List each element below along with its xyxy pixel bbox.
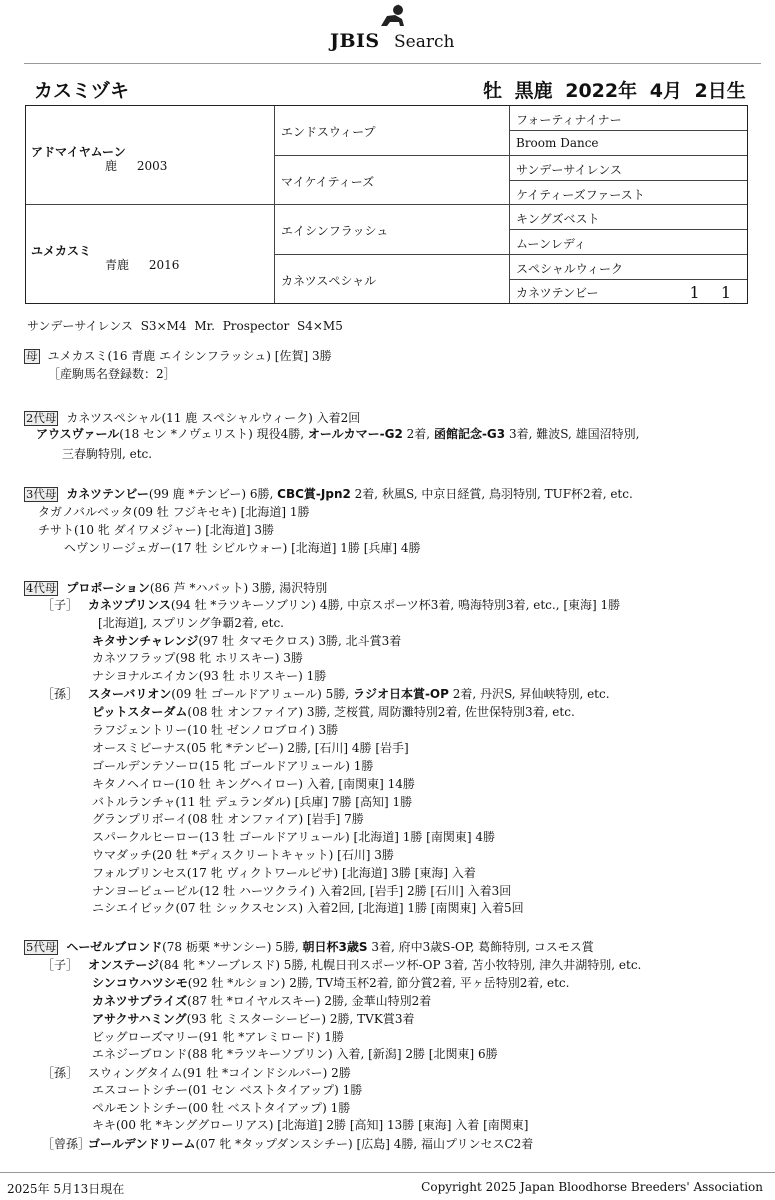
relation-label: ［子］ xyxy=(42,598,79,612)
horse-link[interactable]: ゴールデンドリーム xyxy=(88,1137,196,1151)
pedigree-g2-name: エイシンフラッシュ xyxy=(281,224,389,238)
family-line xyxy=(48,367,176,381)
generation-badge: 5代母 xyxy=(26,940,57,954)
horse-link[interactable]: 函館記念-G3 xyxy=(433,427,506,441)
inbreeding-summary: サンデーサイレンス S3×M4 Mr. Prospector S4×M5 xyxy=(27,319,343,333)
pedigree-g3-name: フォーティナイナー xyxy=(516,113,622,127)
pedigree-g3-name: ケイティーズファースト xyxy=(516,188,645,202)
record-text: (97 牡 タマモクロス) 3勝, 北斗賞3着 xyxy=(198,634,402,648)
horse-link[interactable]: キタサンチャレンジ xyxy=(92,634,199,648)
horse-link[interactable]: シンコウハツシモ xyxy=(92,976,188,990)
pedigree-g2-cell[interactable] xyxy=(275,156,510,205)
family-line xyxy=(42,687,610,701)
record-text: 三春駒特別, etc. xyxy=(62,447,153,461)
record-text: タガノバルベッタ(09 牡 フジキセキ) [北海道] 1勝 xyxy=(38,505,310,519)
pedigree-g2-cell[interactable] xyxy=(275,205,510,255)
record-text: ユメカスミ(16 青鹿 エイシンフラッシュ) [佐賀] 3勝 xyxy=(47,349,332,363)
generation-badge: 3代母 xyxy=(26,487,57,501)
sire-name: アドマイヤムーン xyxy=(31,145,126,159)
pedigree-g3-cell[interactable] xyxy=(510,106,747,131)
record-text: フォルプリンセス(17 牝 ヴィクトワールピサ) [北海道] 3勝 [東海] 入着 xyxy=(92,866,476,880)
record-text: ラフジェントリー(10 牡 ゼンノロブロイ) 3勝 xyxy=(92,723,339,737)
family-line xyxy=(92,669,326,683)
family-line xyxy=(92,1101,350,1115)
family-line xyxy=(24,411,360,426)
record-text: ニシエイビック(07 牡 シックスセンス) 入着2回, [北海道] 1勝 [南関東] 入着5回 xyxy=(92,901,524,915)
horse-link[interactable]: アウスヴァール xyxy=(36,427,120,441)
record-text: (08 牡 オンファイア) 3勝, 芝桜賞, 周防灘特別2着, 佐世保特別3着, etc. xyxy=(187,705,575,719)
horse-link[interactable]: ラジオ日本賞-OP xyxy=(352,687,449,701)
record-text: ナンヨービューピル(12 牡 ハーツクライ) 入着2回, [岩手] 2勝 [石川] 入着3回 xyxy=(92,884,512,898)
pedigree-sire[interactable] xyxy=(26,106,275,205)
record-text: グランプリボーイ(08 牡 オンファイア) [岩手] 7勝 xyxy=(92,812,364,826)
pedigree-g2-name: マイケイティーズ xyxy=(281,175,375,189)
inbreeding-number: 1 1 xyxy=(689,283,739,302)
family-line xyxy=(92,705,575,719)
logo-jbis-text: JBIS xyxy=(330,30,380,52)
family-line xyxy=(36,427,639,441)
record-text: キタノヘイロー(10 牡 キングヘイロー) 入着, [南関東] 14勝 xyxy=(92,777,415,791)
pedigree-g3-name: Broom Dance xyxy=(516,136,599,150)
family-line xyxy=(42,598,620,612)
record-text: オースミビーナス(05 牝 *テンビー) 2勝, [石川] 4勝 [岩手] xyxy=(92,741,409,755)
record-text: (99 鹿 *テンビー) 6勝, xyxy=(148,487,278,501)
pedigree-g3-name: サンデーサイレンス xyxy=(516,163,622,177)
horse-birth-info: 牡 黒鹿 2022年 4月 2日生 xyxy=(483,80,746,102)
relation-label: ［曾孫］ xyxy=(42,1137,91,1151)
record-text: エスコートシチー(01 セン ベストタイアップ) 1勝 xyxy=(92,1083,363,1097)
record-text: スパークルヒーロー(13 牡 ゴールドアリュール) [北海道] 1勝 [南関東] 4勝 xyxy=(92,830,495,844)
family-line xyxy=(92,1012,414,1026)
pedigree-g2-name: エンドスウィープ xyxy=(281,125,376,139)
pedigree-g3-name: スペシャルウィーク xyxy=(516,262,624,276)
record-text: 2着, 丹沢S, 昇仙峡特別, etc. xyxy=(448,687,610,701)
family-line xyxy=(92,901,524,915)
family-line xyxy=(42,1066,351,1080)
footer-copyright: Copyright 2025 Japan Bloodhorse Breeders' Association xyxy=(421,1180,763,1194)
sire-detail: 鹿 2003 xyxy=(105,159,168,173)
family-line xyxy=(92,634,401,648)
family-line xyxy=(92,1047,498,1061)
family-line xyxy=(24,940,594,955)
record-text: (94 牡 *ラツキーソブリン) 4勝, 中京スポーツ杯3着, 鳴海特別3着, etc., [東海] 1勝 xyxy=(170,598,621,612)
record-text: ゴールデンテソーロ(15 牝 ゴールドアリュール) 1勝 xyxy=(92,759,374,773)
family-line xyxy=(92,651,303,665)
pedigree-g3-cell[interactable] xyxy=(510,181,747,205)
record-text: バトルランチャ(11 牡 デュランダル) [兵庫] 7勝 [高知] 1勝 xyxy=(92,795,413,809)
generation-badge: 4代母 xyxy=(26,581,57,595)
footer-divider xyxy=(0,1172,775,1173)
record-text: (09 牡 ゴールドアリュール) 5勝, xyxy=(171,687,353,701)
pedigree-g3-name: ムーンレディ xyxy=(516,237,586,251)
record-text: スウィングタイム(91 牡 *コインドシルバー) 2勝 xyxy=(88,1066,351,1080)
family-line xyxy=(92,1118,528,1132)
horse-link[interactable]: CBC賞-Jpn2 xyxy=(277,487,351,501)
dam-name: ユメカスミ xyxy=(31,244,92,258)
record-text: チサト(10 牝 ダイワメジャー) [北海道] 3勝 xyxy=(38,523,275,537)
family-line xyxy=(92,830,495,844)
family-line xyxy=(92,1083,362,1097)
record-text: (87 牡 *ロイヤルスキー) 2勝, 金華山特別2着 xyxy=(187,994,432,1008)
header-divider xyxy=(24,63,761,64)
record-text: 3着, 難波S, 雄国沼特別, xyxy=(505,427,640,441)
pedigree-g3-cell[interactable] xyxy=(510,230,747,255)
record-text: (93 牝 ミスターシービー) 2勝, TVK賞3着 xyxy=(186,1012,415,1026)
pedigree-g3-cell[interactable] xyxy=(510,131,747,156)
record-text: 2着, xyxy=(402,427,434,441)
horse-link[interactable]: プロポーション xyxy=(66,581,150,595)
pedigree-g3-cell[interactable] xyxy=(510,280,747,303)
family-line xyxy=(42,1137,533,1151)
family-line xyxy=(64,541,421,555)
horse-link[interactable]: カネツテンビー xyxy=(66,487,149,501)
record-text: カネツスペシャル(11 鹿 スペシャルウィーク) 入着2回 xyxy=(66,411,361,425)
horse-link[interactable]: オールカマー-G2 xyxy=(307,427,403,441)
record-text: ビッグローズマリー(91 牝 *アレミロード) 1勝 xyxy=(92,1030,344,1044)
family-line xyxy=(98,616,284,630)
family-line xyxy=(24,487,633,502)
family-line xyxy=(92,848,394,862)
family-line xyxy=(24,581,327,596)
record-text: (07 牝 *タップダンスシチー) [広島] 4勝, 福山プリンセスC2着 xyxy=(195,1137,534,1151)
pedigree-g2-cell[interactable] xyxy=(275,255,510,303)
record-text: ヘヴンリージェガー(17 牡 シビルウォー) [北海道] 1勝 [兵庫] 4勝 xyxy=(64,541,421,555)
record-text: (86 芦 *ハバット) 3勝, 湯沢特別 xyxy=(149,581,328,595)
horse-link[interactable]: スターバリオン xyxy=(88,687,172,701)
pedigree-dam[interactable] xyxy=(26,205,275,303)
horse-link[interactable]: カネツプリンス xyxy=(88,598,171,612)
family-line xyxy=(38,505,309,519)
record-text: 3着, 府中3歳S-OP, 葛飾特別, コスモス賞 xyxy=(367,940,594,954)
record-text: (92 牡 *ルション) 2勝, TV埼玉杯2着, 節分賞2着, 平ヶ岳特別2着, etc. xyxy=(187,976,570,990)
family-line xyxy=(92,812,364,826)
horse-rider-icon xyxy=(378,4,408,30)
pedigree-g3-name: カネツテンビー xyxy=(516,286,599,300)
record-text: [北海道], スプリング争覇2着, etc. xyxy=(98,616,284,630)
family-line xyxy=(92,795,412,809)
horse-link[interactable]: 朝日杯3歳S xyxy=(302,940,368,954)
family-line xyxy=(24,349,332,364)
pedigree-table xyxy=(25,105,748,304)
footer-date: 2025年 5月13日現在 xyxy=(7,1182,125,1196)
family-line xyxy=(92,741,409,755)
family-line xyxy=(92,866,476,880)
family-line xyxy=(62,447,152,461)
family-line xyxy=(38,523,274,537)
record-text: 2着, 秋風S, 中京日経賞, 鳥羽特別, TUF杯2着, etc. xyxy=(350,487,633,501)
horse-name: カスミヅキ xyxy=(34,80,130,102)
pedigree-g3-cell[interactable] xyxy=(510,205,747,230)
horse-link[interactable]: オンステージ xyxy=(88,958,160,972)
relation-label: ［孫］ xyxy=(42,687,79,701)
dam-detail: 青鹿 2016 xyxy=(105,258,180,272)
record-text: ペルモントシチー(00 牡 ベストタイアップ) 1勝 xyxy=(92,1101,351,1115)
pedigree-g3-cell[interactable] xyxy=(510,156,747,181)
family-line xyxy=(92,1030,344,1044)
family-line xyxy=(92,723,338,737)
family-line xyxy=(92,777,415,791)
family-line xyxy=(92,976,569,990)
pedigree-g3-cell[interactable] xyxy=(510,255,747,280)
pedigree-g2-name: カネツスペシャル xyxy=(281,274,377,288)
family-line xyxy=(92,884,511,898)
record-text: ［産駒馬名登録数：2］ xyxy=(48,367,176,381)
jbis-search-logo[interactable] xyxy=(322,4,462,54)
pedigree-g2-cell[interactable] xyxy=(275,106,510,156)
record-text: ウマダッチ(20 牡 *ディスクリートキャット) [石川] 3勝 xyxy=(92,848,394,862)
horse-link[interactable]: ピットスターダム xyxy=(92,705,188,719)
record-text: (78 栃栗 *サンシー) 5勝, xyxy=(162,940,303,954)
horse-link[interactable]: アサクサハミング xyxy=(92,1012,187,1026)
family-line xyxy=(42,958,641,972)
relation-label: ［孫］ xyxy=(42,1066,79,1080)
horse-link[interactable]: カネツサプライズ xyxy=(92,994,188,1008)
record-text: ナシヨナルエイカン(93 牡 ホリスキー) 1勝 xyxy=(92,669,327,683)
record-text: カネツフラップ(98 牝 ホリスキー) 3勝 xyxy=(92,651,303,665)
generation-badge: 2代母 xyxy=(26,411,57,425)
record-text: (18 セン *ノヴェリスト) 現役4勝, xyxy=(119,427,308,441)
logo-search-text: Search xyxy=(394,32,455,52)
family-line xyxy=(92,759,373,773)
horse-link[interactable]: ヘーゼルブロンド xyxy=(66,940,163,954)
generation-badge: 母 xyxy=(26,349,38,363)
record-text: キキ(00 牝 *キンググローリアス) [北海道] 2勝 [高知] 13勝 [東海] 入着 [南関東] xyxy=(92,1118,529,1132)
family-line xyxy=(92,994,431,1008)
pedigree-g3-name: キングズベスト xyxy=(516,212,600,226)
record-text: エネジーブロンド(88 牝 *ラツキーソブリン) 入着, [新潟] 2勝 [北関東] 6勝 xyxy=(92,1047,498,1061)
relation-label: ［子］ xyxy=(42,958,79,972)
record-text: (84 牝 *ソーブレスド) 5勝, 札幌日刊スポーツ杯-OP 3着, 苫小牧特別, 津久井湖特別, etc. xyxy=(159,958,642,972)
